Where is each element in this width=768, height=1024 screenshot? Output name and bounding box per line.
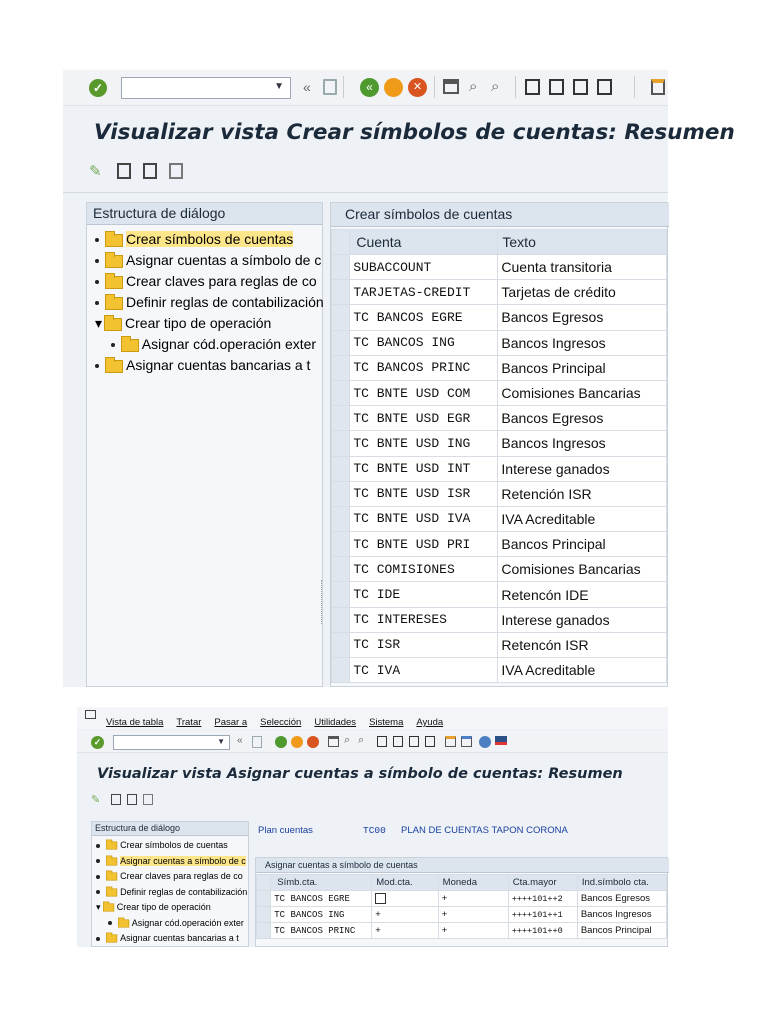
column-header-ind-simbolo[interactable]: Ind.símbolo cta. — [577, 875, 666, 891]
table-row[interactable] — [257, 923, 667, 939]
column-header-texto[interactable]: Texto — [498, 230, 667, 255]
row-selector[interactable] — [257, 923, 271, 939]
standard-toolbar — [63, 70, 668, 106]
texto-cell[interactable]: Interese ganados — [498, 607, 667, 632]
table-row[interactable] — [332, 481, 667, 506]
toolbar-separator — [515, 76, 516, 98]
table-header-row — [332, 230, 667, 255]
bullet-icon — [96, 937, 100, 941]
ind-simbolo-cell[interactable]: Bancos Ingresos — [577, 907, 666, 923]
layout-menu-icon[interactable] — [495, 736, 507, 745]
row-selector[interactable] — [332, 632, 350, 657]
table-row[interactable] — [332, 280, 667, 305]
page-title: Visualizar vista Crear símbolos de cuentas: Resumen — [94, 120, 735, 145]
help-icon[interactable] — [479, 736, 491, 748]
tree-header: Estructura de diálogo — [87, 203, 322, 225]
ind-simbolo-cell[interactable]: Bancos Egresos — [577, 891, 666, 907]
row-selector[interactable] — [332, 532, 350, 557]
tree-item[interactable] — [96, 885, 248, 901]
folder-icon — [118, 919, 129, 927]
folder-icon — [106, 842, 117, 850]
menu-item[interactable]: Selección — [260, 717, 302, 728]
assign-accounts-table — [256, 874, 667, 939]
next-page-icon[interactable] — [409, 736, 419, 747]
tree-item-label: Asignar cuentas a símbolo de c — [126, 252, 322, 268]
tree-item-label: Asignar cód.operación exter — [131, 917, 244, 928]
table-row[interactable] — [332, 456, 667, 481]
column-header-cta-mayor[interactable]: Cta.mayor — [508, 875, 577, 891]
row-selector[interactable] — [257, 907, 271, 923]
dialog-structure-panel-2 — [91, 821, 249, 947]
collapse-toolbar-icon[interactable]: « — [303, 79, 311, 95]
menu-item[interactable]: Utilidades — [314, 717, 357, 728]
table-row[interactable] — [332, 632, 667, 657]
tree-item-label: Definir reglas de contabilización — [126, 294, 324, 310]
page-title-2: Visualizar vista Asignar cuentas a símbolo de cuentas: Resumen — [97, 766, 623, 782]
texto-cell[interactable]: Comisiones Bancarias — [498, 380, 667, 405]
bullet-icon — [108, 921, 112, 925]
tree-item-label: Definir reglas de contabilización — [120, 886, 248, 897]
texto-cell[interactable]: Interese ganados — [498, 456, 667, 481]
cuenta-cell[interactable]: TC BNTE USD ISR — [350, 481, 498, 506]
tree-item-label: Crear tipo de operación — [125, 315, 272, 331]
deselect-all-icon[interactable] — [169, 163, 183, 179]
bullet-icon — [111, 343, 115, 347]
select-block-icon[interactable] — [143, 163, 157, 179]
texto-cell[interactable]: Retención ISR — [498, 481, 667, 506]
moneda-cell[interactable]: + — [438, 907, 508, 923]
open-folder-icon — [105, 234, 123, 247]
tree-item[interactable] — [96, 854, 248, 870]
print-icon[interactable] — [443, 79, 459, 94]
menu-item[interactable]: Ayuda — [416, 717, 444, 728]
bullet-icon — [95, 280, 99, 284]
tree-item[interactable] — [95, 334, 323, 355]
tree-item[interactable] — [95, 250, 323, 271]
texto-cell[interactable]: Cuenta transitoria — [498, 255, 667, 280]
cancel-icon[interactable]: ✕ — [408, 78, 427, 97]
table-row[interactable] — [332, 330, 667, 355]
column-header-simb-cta[interactable]: Símb.cta. — [271, 875, 372, 891]
column-header-mod-cta[interactable]: Mod.cta. — [372, 875, 438, 891]
row-selector[interactable] — [257, 891, 271, 907]
tree-item-label: Asignar cód.operación exter — [141, 336, 317, 352]
tree-header-2: Estructura de diálogo — [92, 822, 248, 836]
texto-cell[interactable]: Bancos Principal — [498, 532, 667, 557]
tree-item[interactable] — [95, 292, 323, 313]
menu-icon[interactable] — [85, 710, 96, 719]
texto-cell[interactable]: Bancos Egresos — [498, 406, 667, 431]
find-icon[interactable]: ⌕ — [344, 734, 351, 746]
cuenta-cell[interactable]: TC BNTE USD ING — [350, 431, 498, 456]
plan-code: TC00 — [363, 825, 386, 836]
select-all-cell[interactable] — [257, 875, 271, 891]
simb-cta-cell[interactable]: TC BANCOS ING — [271, 907, 372, 923]
ind-simbolo-cell[interactable]: Bancos Principal — [577, 923, 666, 939]
table-row[interactable] — [332, 431, 667, 456]
folder-icon — [105, 276, 123, 289]
table-row[interactable] — [332, 380, 667, 405]
row-selector[interactable] — [332, 380, 350, 405]
cuenta-cell[interactable]: TC BNTE USD INT — [350, 456, 498, 481]
moneda-cell[interactable]: + — [438, 923, 508, 939]
folder-icon — [106, 873, 117, 881]
row-selector[interactable] — [332, 456, 350, 481]
row-selector[interactable] — [332, 557, 350, 582]
row-selector[interactable] — [332, 406, 350, 431]
row-selector[interactable] — [332, 305, 350, 330]
print-icon[interactable] — [328, 736, 339, 747]
plan-name: PLAN DE CUENTAS TAPON CORONA — [401, 825, 568, 836]
texto-cell[interactable]: Bancos Ingresos — [498, 431, 667, 456]
texto-cell[interactable]: Comisiones Bancarias — [498, 557, 667, 582]
screen-2 — [77, 707, 668, 947]
tree-item-label: Crear claves para reglas de co — [120, 871, 243, 881]
bullet-icon — [96, 844, 100, 848]
texto-cell[interactable]: IVA Acreditable — [498, 506, 667, 531]
tree-item[interactable] — [95, 271, 323, 292]
select-all-cell[interactable] — [332, 230, 350, 255]
value-help-icon[interactable] — [375, 893, 386, 904]
select-all-icon[interactable] — [117, 163, 131, 179]
cuenta-cell[interactable]: TC IVA — [350, 658, 498, 683]
row-selector[interactable] — [332, 280, 350, 305]
dialog-tree-2 — [96, 838, 248, 947]
bullet-icon — [96, 875, 100, 879]
texto-cell[interactable]: Bancos Egresos — [498, 305, 667, 330]
plan-label: Plan cuentas — [258, 825, 313, 836]
cta-mayor-cell[interactable]: ++++101++1 — [508, 907, 577, 923]
table-row[interactable] — [332, 532, 667, 557]
table-row[interactable] — [257, 907, 667, 923]
tree-item[interactable] — [95, 355, 323, 376]
table-row[interactable] — [332, 582, 667, 607]
display-change-icon[interactable]: ✎ — [89, 163, 102, 180]
dialog-structure-panel — [86, 202, 323, 687]
table-row[interactable] — [332, 255, 667, 280]
tree-item[interactable] — [96, 900, 248, 916]
menu-item[interactable]: Sistema — [369, 717, 404, 728]
table-row[interactable] — [332, 355, 667, 380]
texto-cell[interactable]: IVA Acreditable — [498, 658, 667, 683]
save-icon[interactable] — [252, 736, 262, 748]
splitter-handle[interactable] — [321, 580, 324, 624]
tree-item[interactable] — [96, 931, 248, 947]
column-header-moneda[interactable]: Moneda — [438, 875, 508, 891]
row-selector[interactable] — [332, 506, 350, 531]
row-selector[interactable] — [332, 582, 350, 607]
row-selector[interactable] — [332, 607, 350, 632]
create-session-icon[interactable] — [445, 736, 456, 747]
command-field[interactable] — [121, 77, 291, 99]
folder-icon — [105, 255, 123, 268]
toolbar-separator — [343, 76, 344, 98]
previous-page-icon[interactable] — [393, 736, 403, 747]
table-row[interactable] — [332, 557, 667, 582]
row-selector[interactable] — [332, 255, 350, 280]
menu-item[interactable]: Vista de tabla — [106, 717, 164, 728]
table-header-row-2 — [257, 875, 667, 891]
tree-item[interactable] — [96, 838, 248, 854]
save-icon[interactable] — [323, 79, 337, 95]
toolbar-separator — [434, 76, 435, 98]
table-panel-2 — [255, 857, 668, 947]
folder-icon — [105, 297, 123, 310]
find-icon[interactable]: ⌕ — [469, 78, 478, 95]
texto-cell[interactable]: Bancos Ingresos — [498, 330, 667, 355]
row-selector[interactable] — [332, 431, 350, 456]
table-panel — [330, 202, 668, 687]
cuenta-cell[interactable]: SUBACCOUNT — [350, 255, 498, 280]
details-area — [255, 821, 668, 947]
cuenta-cell[interactable]: TARJETAS-CREDIT — [350, 280, 498, 305]
tree-item-label: Crear símbolos de cuentas — [126, 231, 294, 247]
back-icon[interactable] — [275, 736, 287, 748]
next-page-icon[interactable] — [573, 79, 588, 95]
tree-item-label: Crear tipo de operación — [116, 902, 211, 912]
simb-cta-cell[interactable]: TC BANCOS EGRE — [271, 891, 372, 907]
texto-cell[interactable]: Retencón IDE — [498, 582, 667, 607]
cancel-icon[interactable] — [307, 736, 319, 748]
table-row[interactable] — [332, 406, 667, 431]
row-selector[interactable] — [332, 481, 350, 506]
exit-icon[interactable] — [291, 736, 303, 748]
row-selector[interactable] — [332, 658, 350, 683]
folder-icon — [106, 935, 117, 943]
find-next-icon[interactable]: ⌕ — [358, 734, 365, 746]
bullet-icon — [96, 859, 100, 863]
create-session-icon[interactable] — [651, 79, 665, 95]
cuenta-cell[interactable]: TC BNTE USD PRI — [350, 532, 498, 557]
select-block-icon[interactable] — [127, 794, 137, 805]
table-row[interactable] — [257, 891, 667, 907]
collapse-toolbar-icon[interactable]: « — [237, 735, 243, 746]
menu-bar — [77, 707, 668, 729]
last-page-icon[interactable] — [597, 79, 612, 95]
find-next-icon[interactable]: ⌕ — [491, 78, 500, 95]
cuenta-cell[interactable]: TC BNTE USD COM — [350, 380, 498, 405]
table-row[interactable] — [332, 658, 667, 683]
texto-cell[interactable]: Retencón ISR — [498, 632, 667, 657]
screen-1 — [63, 70, 735, 687]
cuenta-cell[interactable]: TC BNTE USD EGR — [350, 406, 498, 431]
moneda-cell[interactable]: + — [438, 891, 508, 907]
table-title: Crear símbolos de cuentas — [331, 203, 669, 227]
table-title-2: Asignar cuentas a símbolo de cuentas — [256, 858, 669, 873]
cuenta-cell[interactable]: TC BANCOS ING — [350, 330, 498, 355]
cuenta-cell[interactable]: TC BANCOS PRINC — [350, 355, 498, 380]
mod-cta-cell[interactable]: + — [372, 923, 438, 939]
cta-mayor-cell[interactable]: ++++101++0 — [508, 923, 577, 939]
menu-items — [106, 712, 456, 730]
dropdown-arrow-icon[interactable]: ▼ — [274, 81, 284, 92]
enter-check-icon[interactable]: ✓ — [89, 79, 107, 97]
tree-item-label: Crear símbolos de cuentas — [120, 840, 228, 850]
mod-cta-cell[interactable] — [372, 891, 438, 907]
bullet-icon — [95, 238, 99, 242]
tree-item-label: Asignar cuentas bancarias a t — [120, 933, 239, 943]
tree-item[interactable] — [95, 313, 323, 334]
tree-item[interactable] — [95, 229, 323, 250]
column-header-cuenta[interactable]: Cuenta — [350, 230, 498, 255]
cuenta-cell[interactable]: TC BANCOS EGRE — [350, 305, 498, 330]
folder-icon — [121, 339, 139, 352]
select-all-icon[interactable] — [111, 794, 121, 805]
table-row[interactable] — [332, 607, 667, 632]
bullet-icon — [96, 890, 100, 894]
menu-item[interactable]: Pasar a — [214, 717, 248, 728]
first-page-icon[interactable] — [525, 79, 540, 95]
shortcut-icon[interactable] — [461, 736, 472, 747]
display-change-icon[interactable]: ✎ — [91, 794, 101, 806]
texto-cell[interactable]: Bancos Principal — [498, 355, 667, 380]
mod-cta-cell[interactable]: + — [372, 907, 438, 923]
bullet-icon — [95, 259, 99, 263]
tree-item[interactable] — [96, 869, 248, 885]
folder-icon — [103, 904, 114, 912]
open-folder-icon — [106, 857, 117, 865]
dialog-tree — [95, 229, 323, 376]
menu-item[interactable]: Tratar — [176, 717, 202, 728]
toolbar-separator — [634, 76, 635, 98]
command-field[interactable] — [113, 735, 230, 750]
cuenta-cell[interactable]: TC BNTE USD IVA — [350, 506, 498, 531]
folder-icon — [105, 360, 123, 373]
cta-mayor-cell[interactable]: ++++101++2 — [508, 891, 577, 907]
table-row[interactable] — [332, 305, 667, 330]
first-page-icon[interactable] — [377, 736, 387, 747]
enter-check-icon[interactable]: ✓ — [91, 736, 104, 749]
tree-item[interactable] — [96, 916, 248, 932]
accounts-table — [331, 229, 667, 683]
bullet-icon — [95, 364, 99, 368]
row-selector[interactable] — [332, 355, 350, 380]
toolbar-divider — [63, 192, 668, 193]
standard-toolbar-2 — [77, 731, 668, 753]
tree-item-label: Asignar cuentas bancarias a t — [126, 357, 311, 373]
bullet-icon — [95, 301, 99, 305]
folder-icon — [104, 318, 122, 331]
cuenta-cell[interactable]: TC COMISIONES — [350, 557, 498, 582]
row-selector[interactable] — [332, 330, 350, 355]
cuenta-cell[interactable]: TC ISR — [350, 632, 498, 657]
simb-cta-cell[interactable]: TC BANCOS PRINC — [271, 923, 372, 939]
tree-item-label: Crear claves para reglas de co — [126, 273, 317, 289]
texto-cell[interactable]: Tarjetas de crédito — [498, 280, 667, 305]
cuenta-cell[interactable]: TC IDE — [350, 582, 498, 607]
dropdown-arrow-icon[interactable]: ▼ — [217, 737, 225, 746]
deselect-all-icon[interactable] — [143, 794, 153, 805]
expand-arrow-icon[interactable]: ▾ — [95, 315, 103, 331]
table-row[interactable] — [332, 506, 667, 531]
previous-page-icon[interactable] — [549, 79, 564, 95]
tree-item-label: Asignar cuentas a símbolo de c — [120, 855, 246, 866]
cuenta-cell[interactable]: TC INTERESES — [350, 607, 498, 632]
expand-arrow-icon[interactable]: ▾ — [96, 902, 101, 912]
folder-icon — [106, 888, 117, 896]
last-page-icon[interactable] — [425, 736, 435, 747]
exit-icon[interactable] — [384, 78, 403, 97]
back-icon[interactable]: « — [360, 78, 379, 97]
